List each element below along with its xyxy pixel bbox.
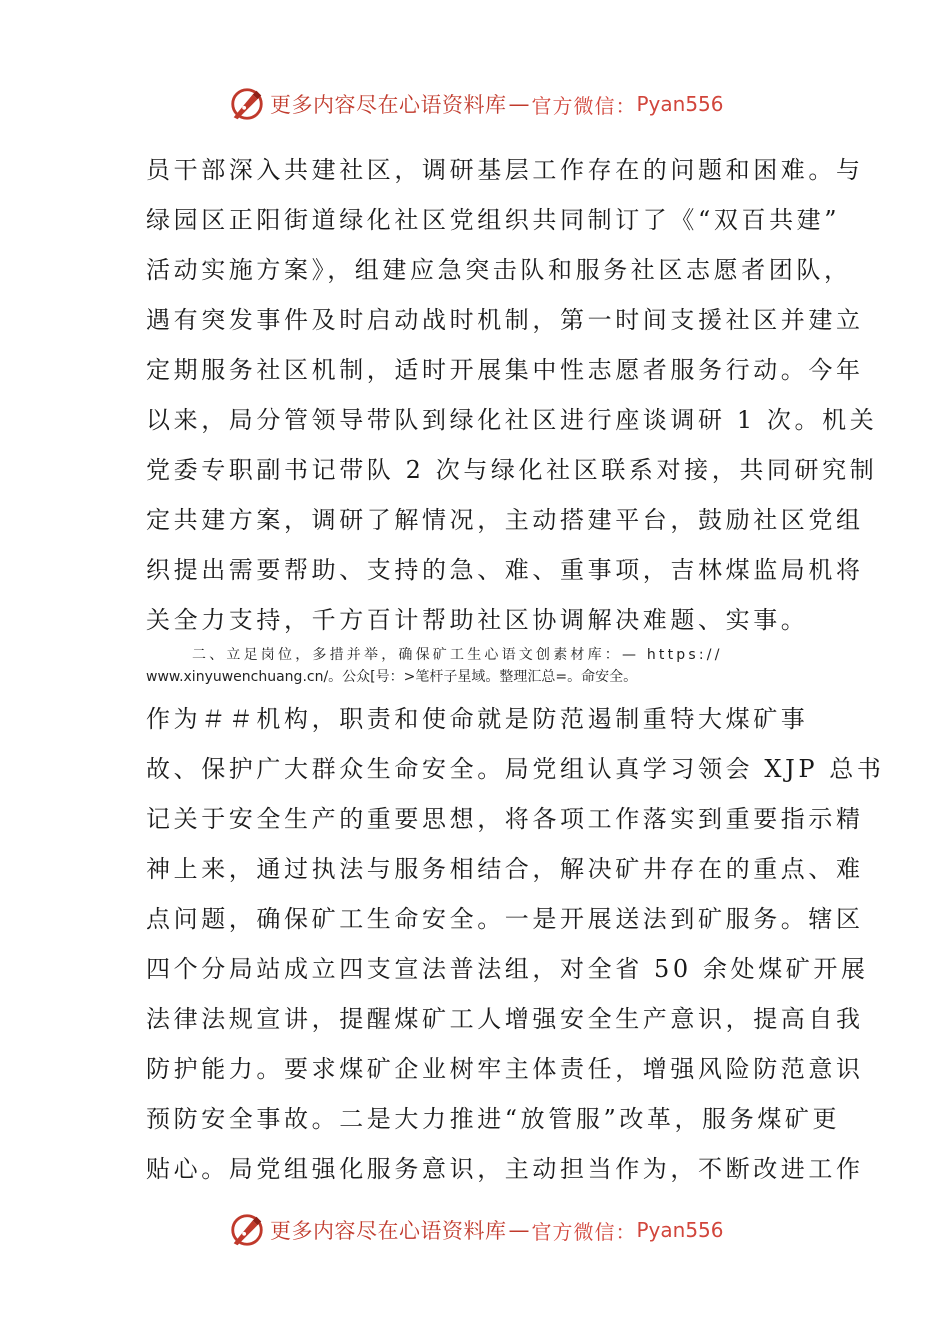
- text-line: 遇有突发事件及时启动战时机制，第一时间支援社区并建立: [146, 306, 864, 334]
- note-line: 二、立足岗位，多措并举，确保矿工生心语文创素材库：— https://: [192, 647, 723, 663]
- note-line: www.xinyuwenchuang.cn/。公众[号：>笔杆子星域。整理汇总=。命安全。: [146, 669, 638, 685]
- banner-wechat-label: 官方微信：: [531, 93, 637, 118]
- text-line: 织提出需要帮助、支持的急、难、重事项，吉林煤监局机将: [146, 556, 864, 584]
- paragraph-mine-safety: [146, 694, 885, 1194]
- text-line: 活动实施方案》，组建应急突击队和服务社区志愿者团队，: [146, 256, 852, 284]
- text-line: 防护能力。要求煤矿企业树牢主体责任，增强风险防范意识: [146, 1055, 864, 1083]
- text-line: 党委专职副书记带队 2 次与绿化社区联系对接，共同研究制: [146, 456, 878, 484]
- text-line: 四个分局站成立四支宣法普法组，对全省 50 余处煤矿开展: [146, 955, 869, 983]
- text-line: 关全力支持，千方百计帮助社区协调解决难题、实事。: [146, 606, 809, 634]
- banner-wechat-label: 官方微信：: [531, 1219, 637, 1244]
- text-line: 员干部深入共建社区，调研基层工作存在的问题和困难。与: [146, 156, 864, 184]
- banner-separator: —: [508, 1218, 530, 1242]
- text-line: 故、保护广大群众生命安全。局党组认真学习领会 XJP 总书: [146, 755, 885, 783]
- text-line: 预防安全事故。二是大力推进“放管服”改革，服务煤矿更: [146, 1105, 841, 1133]
- banner-wechat-id: Pyan556: [636, 1218, 724, 1242]
- pen-nib-logo-icon: [228, 1211, 266, 1249]
- footer-banner: [228, 1210, 724, 1250]
- text-line: 法律法规宣讲，提醒煤矿工人增强安全生产意识，提高自我: [146, 1005, 864, 1033]
- text-line: 贴心。局党组强化服务意识，主动担当作为，不断改进工作: [146, 1155, 864, 1183]
- text-line: 记关于安全生产的重要思想，将各项工作落实到重要指示精: [146, 805, 864, 833]
- text-line: 定共建方案，调研了解情况，主动搭建平台，鼓励社区党组: [146, 506, 864, 534]
- section-heading-note: [146, 644, 810, 688]
- banner-main-text: 更多内容尽在心语资料库: [270, 93, 507, 117]
- pen-nib-logo-icon: [228, 85, 266, 123]
- text-line: 绿园区正阳街道绿化社区党组织共同制订了《“双百共建”: [146, 206, 841, 234]
- banner-wechat-id: Pyan556: [636, 92, 724, 116]
- text-line: 点问题，确保矿工生命安全。一是开展送法到矿服务。辖区: [146, 905, 864, 933]
- banner-main-text: 更多内容尽在心语资料库: [270, 1219, 507, 1243]
- text-line: 神上来，通过执法与服务相结合，解决矿井存在的重点、难: [146, 855, 864, 883]
- paragraph-community-building: [146, 145, 878, 645]
- text-line: 以来，局分管领导带队到绿化社区进行座谈调研 1 次。机关: [146, 406, 878, 434]
- header-banner: [228, 84, 724, 124]
- text-line: 定期服务社区机制，适时开展集中性志愿者服务行动。今年: [146, 356, 864, 384]
- banner-separator: —: [508, 92, 530, 116]
- text-line: 作为＃＃机构，职责和使命就是防范遏制重特大煤矿事: [146, 705, 809, 733]
